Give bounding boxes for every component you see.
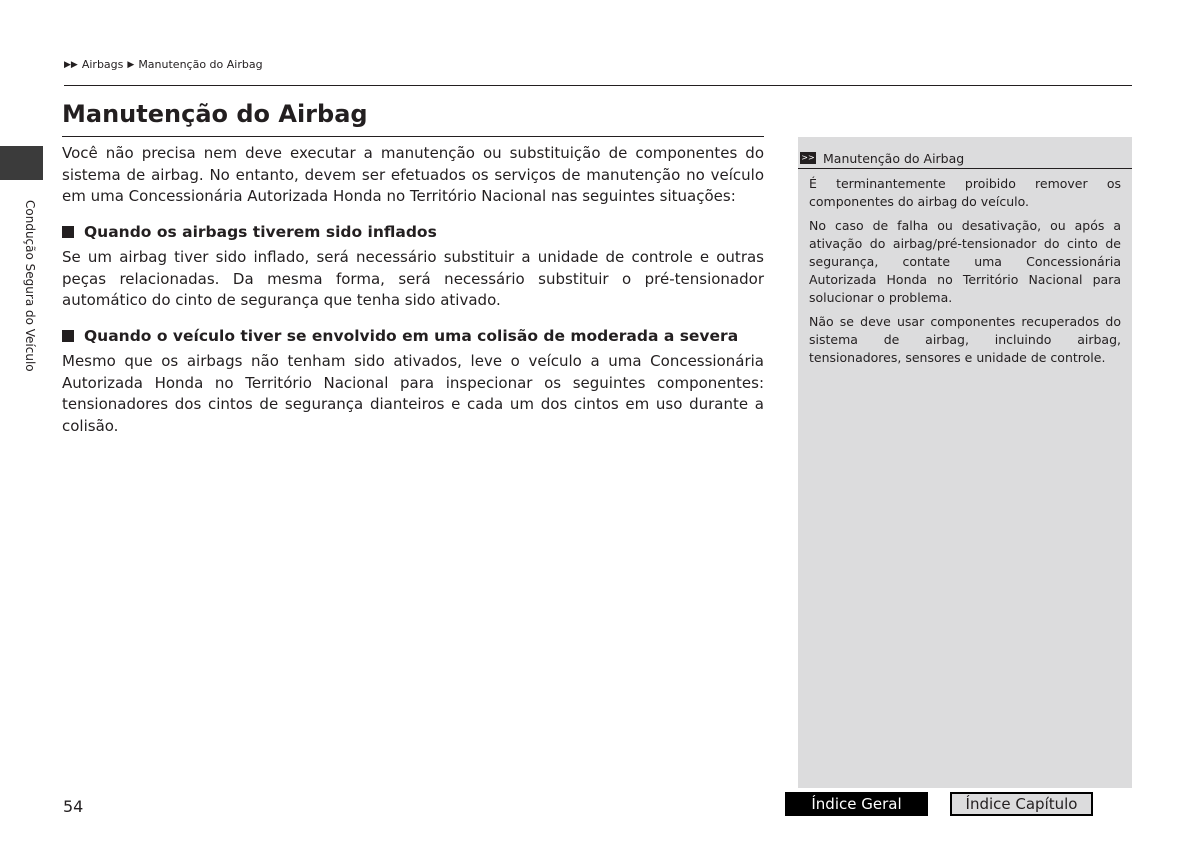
title-rule bbox=[62, 136, 764, 137]
sidebar-note bbox=[798, 137, 1132, 788]
main-content bbox=[62, 143, 764, 437]
breadcrumb bbox=[64, 58, 263, 71]
square-bullet-icon bbox=[62, 330, 74, 342]
section-heading-text: Quando os airbags tiverem sido inflados bbox=[84, 222, 437, 241]
arrow-icon: ▶ bbox=[127, 59, 135, 70]
sidebar-paragraph: No caso de falha ou desativação, ou após a ativação do airbag/pré-tensionador do cinto de segurança, contate uma Concessionária Autorizada Honda no Território Nacional para solucionar o problema. bbox=[809, 218, 1121, 305]
double-chevron-icon: >> bbox=[801, 153, 815, 162]
section-paragraph: Mesmo que os airbags não tenham sido ativados, leve o veículo a uma Concessionária Autorizada Honda no Território Nacional para inspecionar os seguintes componentes: tensionadores dos cintos de segurança dianteiros e cada um dos cintos em uso durante a colisão. bbox=[62, 352, 764, 435]
breadcrumb-item-current: Manutenção do Airbag bbox=[138, 58, 263, 71]
chapter-tab bbox=[0, 146, 43, 180]
section-heading bbox=[62, 326, 764, 348]
square-bullet-icon bbox=[62, 226, 74, 238]
section-heading bbox=[62, 222, 764, 244]
double-arrow-icon: ▶▶ bbox=[64, 59, 78, 70]
sidebar-paragraph: Não se deve usar componentes recuperados do sistema de airbag, incluindo airbag, tensionadores, sensores e unidade de controle. bbox=[809, 314, 1121, 365]
index-general-button[interactable]: Índice Geral bbox=[785, 792, 928, 816]
sidebar-header bbox=[798, 148, 1132, 169]
index-chapter-button[interactable]: Índice Capítulo bbox=[950, 792, 1093, 816]
section-paragraph: Se um airbag tiver sido inflado, será necessário substituir a unidade de controle e outras peças relacionadas. Da mesma forma, será necessário substituir o pré-tensionador automático do cinto de segurança que tenha sido ativado. bbox=[62, 248, 764, 309]
sidebar-title: Manutenção do Airbag bbox=[823, 150, 965, 166]
section-heading-text: Quando o veículo tiver se envolvido em uma colisão de moderada a severa bbox=[84, 326, 739, 345]
page-title: Manutenção do Airbag bbox=[62, 100, 368, 128]
breadcrumb-item-airbags[interactable]: Airbags bbox=[81, 58, 124, 71]
page-number: 54 bbox=[63, 797, 84, 816]
chapter-label: Condução Segura do Veículo bbox=[23, 200, 37, 372]
sidebar-body bbox=[809, 175, 1121, 373]
sidebar-paragraph: É terminantemente proibido remover os componentes do airbag do veículo. bbox=[809, 176, 1121, 209]
header-rule bbox=[64, 85, 1132, 86]
intro-paragraph: Você não precisa nem deve executar a manutenção ou substituição de componentes do sistema de airbag. No entanto, devem ser efetuados os serviços de manutenção no veículo em uma Concessionária Autorizada Honda no Território Nacional nas seguintes situações: bbox=[62, 144, 764, 205]
